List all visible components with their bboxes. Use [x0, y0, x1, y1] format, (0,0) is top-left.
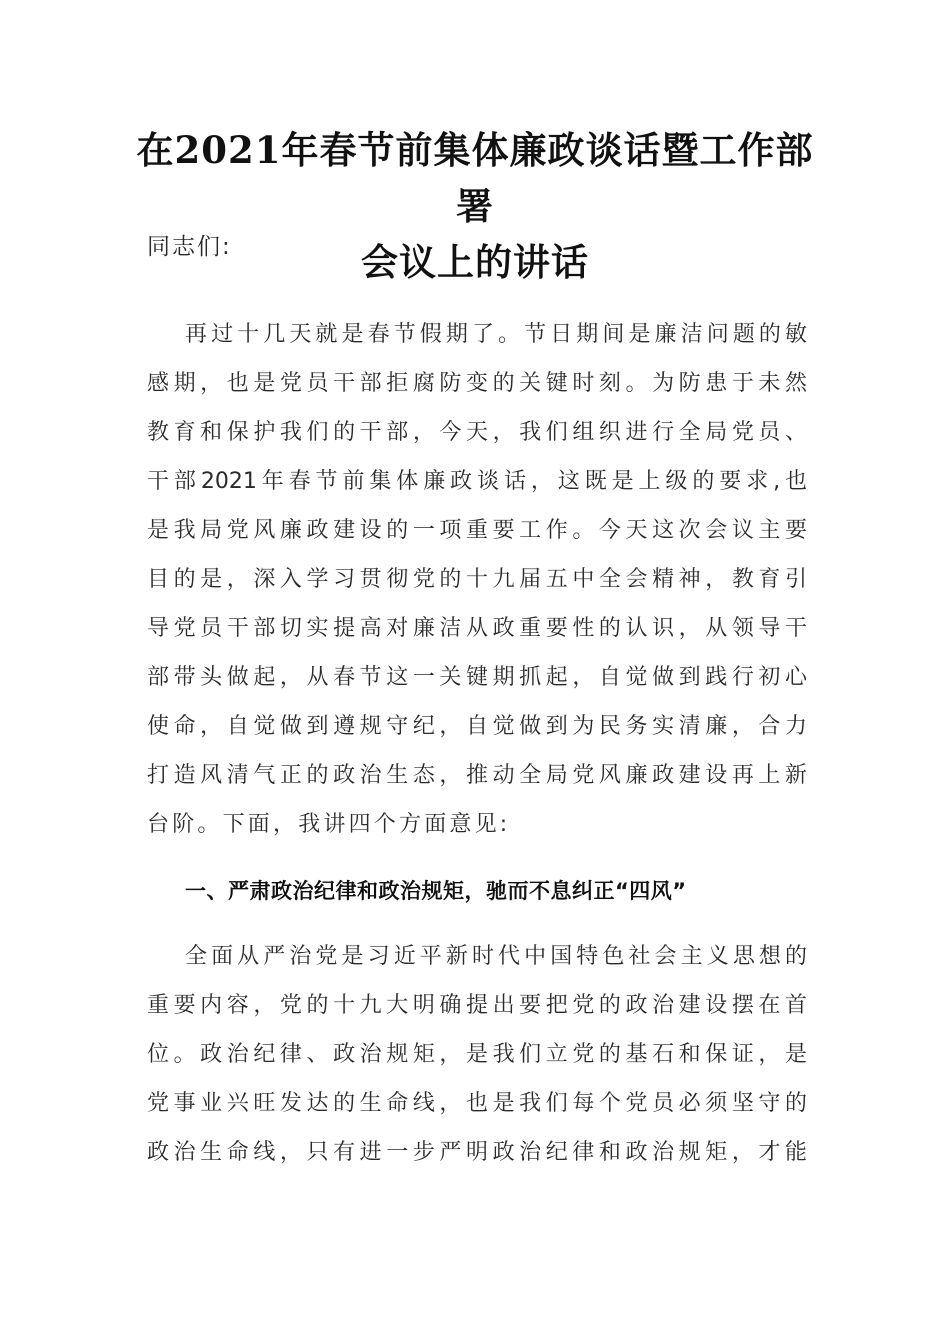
paragraph-line: 台阶。下面，我讲四个方面意见: [147, 812, 511, 837]
paragraph-line: 全面从严治党是习近平新时代中国特色社会主义思想的 [185, 944, 807, 969]
paragraph-line: 重要内容，党的十九大明确提出要把党的政治建设摆在首 [147, 993, 807, 1018]
paragraph-line: 教育和保护我们的干部，今天，我们组织进行全局党员、 [147, 420, 807, 445]
paragraph-line: 是我局党风廉政建设的一项重要工作。今天这次会议主要 [147, 518, 807, 543]
paragraph-intro [147, 310, 807, 849]
document-title [120, 122, 830, 290]
paragraph-line: 使命，自觉做到遵规守纪，自觉做到为民务实清廉，合力 [147, 714, 807, 739]
paragraph-section-1 [147, 932, 807, 1177]
paragraph-line: 政治生命线，只有进一步严明政治纪律和政治规矩，才能 [147, 1140, 807, 1165]
section-heading-1: 一、严肃政治纪律和政治规矩，驰而不息纠正“四风” [185, 879, 687, 903]
paragraph-line: 部带头做起，从春节这一关键期抓起，自觉做到践行初心 [147, 665, 807, 690]
paragraph-line: 目的是，深入学习贯彻党的十九届五中全会精神，教育引 [147, 567, 807, 592]
title-line-1: 在2021年春节前集体廉政谈话暨工作部署 [136, 128, 814, 228]
paragraph-line: 打造风清气正的政治生态，推动全局党风廉政建设再上新 [147, 763, 807, 788]
salutation: 同志们: [147, 234, 232, 260]
title-line-2: 会议上的讲话 [361, 240, 589, 284]
paragraph-line: 干部2021年春节前集体廉政谈话，这既是上级的要求,也 [147, 469, 807, 494]
paragraph-line: 位。政治纪律、政治规矩，是我们立党的基石和保证，是 [147, 1042, 807, 1067]
paragraph-line: 导党员干部切实提高对廉洁从政重要性的认识，从领导干 [147, 616, 807, 641]
paragraph-line: 党事业兴旺发达的生命线，也是我们每个党员必须坚守的 [147, 1091, 807, 1116]
paragraph-line: 感期，也是党员干部拒腐防变的关键时刻。为防患于未然 [147, 371, 807, 396]
paragraph-line: 再过十几天就是春节假期了。节日期间是廉洁问题的敏 [185, 322, 807, 347]
